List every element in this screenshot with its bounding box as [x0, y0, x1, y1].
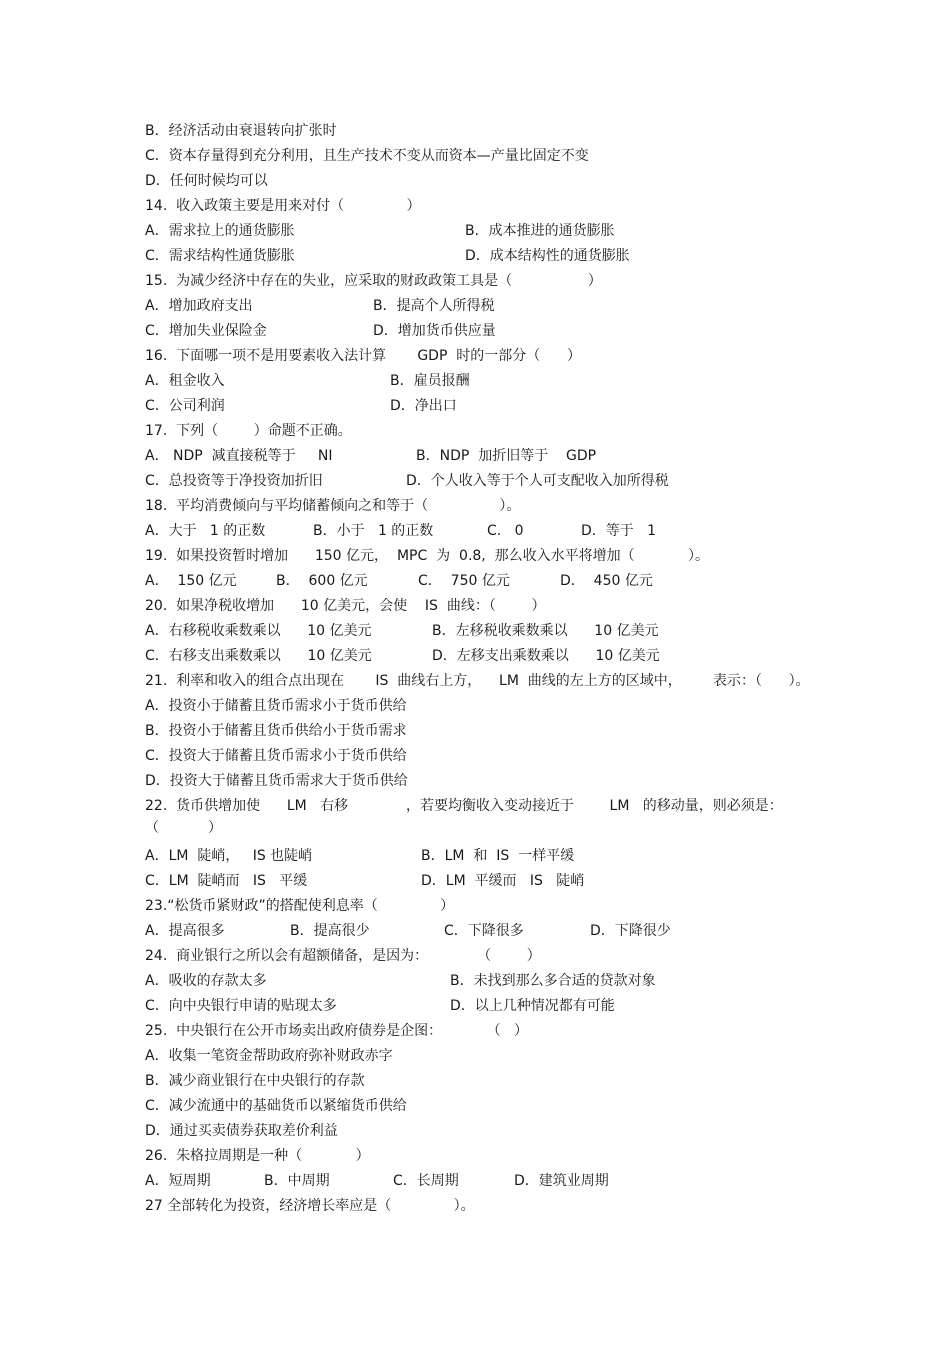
text-segment: D．净出口	[390, 398, 457, 414]
text-segment: D．等于 1	[581, 523, 657, 539]
text-segment: D． 450 亿元	[560, 573, 653, 589]
text-segment: D．任何时候均可以	[145, 173, 268, 189]
text-segment: C．向中央银行申请的贴现太多	[145, 998, 337, 1014]
text-segment: B．中周期	[264, 1173, 330, 1189]
text-segment: D．以上几种情况都有可能	[450, 998, 615, 1014]
text-segment: C．投资大于储蓄且货币需求小于货币供给	[145, 748, 407, 764]
text-segment: A．大于 1 的正数	[145, 523, 266, 539]
text-segment: A．租金收入	[145, 373, 225, 389]
text-segment: 26. 朱格拉周期是一种（ ）	[145, 1148, 370, 1164]
text-segment: A． 150 亿元	[145, 573, 237, 589]
text-segment: 24. 商业银行之所以会有超额储备，是因为： （ ）	[145, 948, 541, 964]
text-segment: D．LM 平缓而 IS 陡峭	[421, 873, 585, 889]
text-segment: 27 全部转化为投资，经济增长率应是（ ）。	[145, 1198, 475, 1214]
text-segment: 18. 平均消费倾向与平均储蓄倾向之和等于（ ）。	[145, 498, 521, 514]
text-segment: C．需求结构性通货膨胀	[145, 248, 295, 264]
text-segment: C． 750 亿元	[418, 573, 510, 589]
text-segment: C．资本存量得到充分利用，且生产技术不变从而资本—产量比固定不变	[145, 148, 589, 164]
text-segment: 15. 为减少经济中存在的失业，应采取的财政政策工具是（ ）	[145, 273, 602, 289]
text-segment: 23.“松货币紧财政”的搭配使利息率（ ）	[145, 898, 455, 914]
text-segment: B．左移税收乘数乘以 10 亿美元	[432, 623, 659, 639]
text-segment: C．减少流通中的基础货币以紧缩货币供给	[145, 1098, 407, 1114]
text-segment: C．LM 陡峭而 IS 平缓	[145, 873, 308, 889]
text-segment: B．提高个人所得税	[373, 298, 495, 314]
text-segment: C．公司利润	[145, 398, 225, 414]
text-segment: 16. 下面哪一项不是用要素收入法计算 GDP 时的一部分（ ）	[145, 348, 581, 364]
text-segment: B．NDP 加折旧等于 GDP	[416, 448, 597, 464]
text-segment: A．增加政府支出	[145, 298, 253, 314]
text-segment: D．投资大于储蓄且货币需求大于货币供给	[145, 773, 408, 789]
text-segment: 20. 如果净税收增加 10 亿美元，会使 IS 曲线：（ ）	[145, 598, 546, 614]
text-segment: B．经济活动由衰退转向扩张时	[145, 123, 337, 139]
text-segment: A．LM 陡峭， IS 也陡峭	[145, 848, 313, 864]
text-segment: B．小于 1 的正数	[313, 523, 434, 539]
text-segment: 17. 下列（ ）命题不正确。	[145, 423, 352, 439]
text-segment: C．增加失业保险金	[145, 323, 267, 339]
text-segment: B．雇员报酬	[390, 373, 470, 389]
text-segment: A．吸收的存款太多	[145, 973, 267, 989]
text-segment: 14. 收入政策主要是用来对付（ ）	[145, 198, 421, 214]
text-segment: B．LM 和 IS 一样平缓	[421, 848, 575, 864]
text-segment: B．成本推进的通货膨胀	[465, 223, 615, 239]
text-segment: A． NDP 减直接税等于 NI	[145, 448, 333, 464]
text-segment: D．个人收入等于个人可支配收入加所得税	[406, 473, 669, 489]
text-segment: C. 0	[487, 523, 524, 539]
text-segment: A．投资小于储蓄且货币需求小于货币供给	[145, 698, 407, 714]
text-segment: D．左移支出乘数乘以 10 亿美元	[432, 648, 660, 664]
text-segment: B．投资小于储蓄且货币供给小于货币需求	[145, 723, 407, 739]
text-segment: B．提高很少	[290, 923, 370, 939]
text-segment: D．下降很少	[590, 923, 671, 939]
text-segment: B．未找到那么多合适的贷款对象	[450, 973, 656, 989]
text-segment: A．收集一笔资金帮助政府弥补财政赤字	[145, 1048, 393, 1064]
text-segment: C．总投资等于净投资加折旧	[145, 473, 323, 489]
text-segment: B． 600 亿元	[276, 573, 368, 589]
text-segment: C．长周期	[393, 1173, 459, 1189]
text-segment: 19. 如果投资暂时增加 150 亿元， MPC 为 0.8, 那么收入水平将增加（ ）。	[145, 548, 710, 564]
text-segment: D．成本结构性的通货膨胀	[465, 248, 630, 264]
text-segment: A．需求拉上的通货膨胀	[145, 223, 295, 239]
text-segment: D．通过买卖债券获取差价利益	[145, 1123, 338, 1139]
text-segment: D．增加货币供应量	[373, 323, 496, 339]
text-segment: C．右移支出乘数乘以 10 亿美元	[145, 648, 372, 664]
text-segment: 21. 利率和收入的组合点出现在 IS 曲线右上方， LM 曲线的左上方的区域中， 表示：（ ）。	[145, 673, 810, 689]
text-segment: A．短周期	[145, 1173, 211, 1189]
text-segment: 22. 货币供增加使 LM 右移 ，若要均衡收入变动接近于 LM 的移动量，则必须是：	[145, 798, 783, 814]
text-segment: 25. 中央银行在公开市场卖出政府债券是企图： （ ）	[145, 1023, 529, 1039]
text-segment: A．右移税收乘数乘以 10 亿美元	[145, 623, 372, 639]
text-segment: C．下降很多	[444, 923, 524, 939]
text-segment: （ ）	[145, 820, 222, 836]
text-segment: D．建筑业周期	[514, 1173, 609, 1189]
text-segment: A．提高很多	[145, 923, 225, 939]
text-segment: B．减少商业银行在中央银行的存款	[145, 1073, 365, 1089]
